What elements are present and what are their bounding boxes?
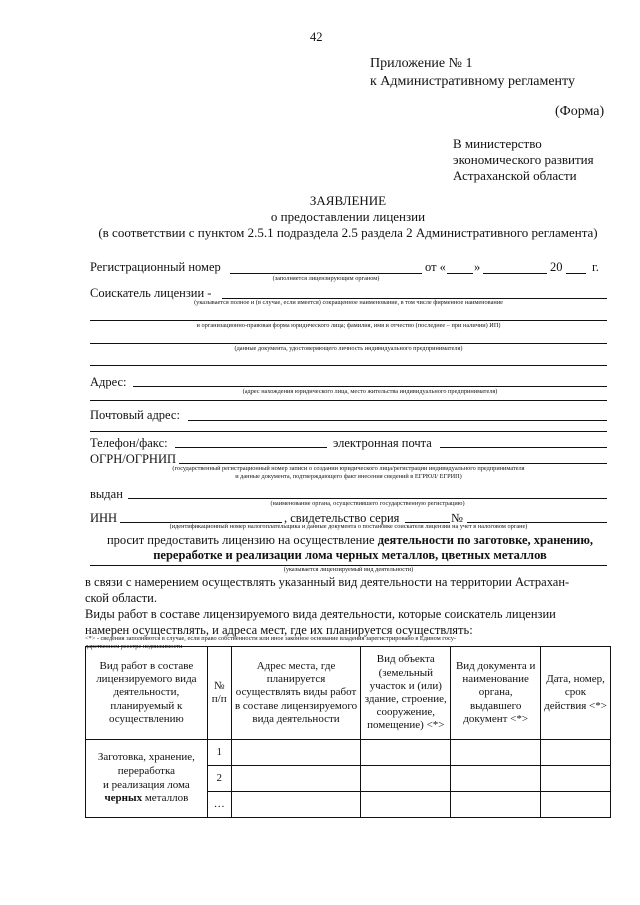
reg-year-suffix: г. [592, 260, 599, 274]
form-label: (Форма) [555, 104, 605, 119]
recipient-line3: Астраханской области [453, 168, 577, 183]
address-field-2[interactable] [90, 400, 607, 401]
cert-series-label: , свидетельство серия [284, 511, 400, 525]
phone-field[interactable] [175, 447, 327, 448]
ogrn-hint2: и данные документа, подтверждающего факт внесения сведений в ЕГРЮЛ/ ЕГРИП) [235, 473, 462, 480]
row3-object-cell[interactable] [361, 792, 451, 818]
row3-date-cell[interactable] [541, 792, 611, 818]
title-subtitle: о предоставлении лицензии [270, 209, 426, 224]
works-text [85, 607, 613, 638]
work-type-line1: Заготовка, хранение, [97, 751, 195, 763]
title-reference: (в соответствии с пунктом 2.5.1 подраздела 2.5 раздела 2 Административного регламента) [98, 225, 598, 240]
issued-hint: (наименование органа, осуществившего государственную регистрацию) [270, 500, 465, 507]
ogrn-field[interactable] [179, 463, 607, 464]
phone-label: Телефон/факс: [90, 436, 168, 450]
row1-document-cell[interactable] [451, 740, 541, 766]
postal-label: Почтовый адрес: [90, 408, 180, 422]
address-field[interactable] [133, 386, 607, 387]
header-number: № п/п [207, 647, 231, 740]
request-prefix: просит предоставить лицензию на осуществление [106, 533, 375, 547]
row3-document-cell[interactable] [451, 792, 541, 818]
reg-label: Регистрационный номер [90, 260, 221, 274]
row2-date-cell[interactable] [541, 766, 611, 792]
reg-month-field[interactable] [483, 273, 547, 274]
request-block [90, 533, 610, 563]
applicant-name-field-2[interactable] [90, 320, 607, 321]
inn-hint: (идентификационный номер налогоплательщика и данные документа о постановке соискателя лицензии на учет в налоговом органе) [169, 523, 528, 530]
appendix-line2: к Административному регламенту [370, 74, 575, 89]
applicant-hint3: (данные документа, удостоверяющего личность индивидуального предпринимателя) [234, 345, 463, 352]
reg-year-prefix: 20 [550, 260, 563, 274]
work-type-bold: черных [104, 792, 143, 805]
inn-label: ИНН [90, 511, 118, 525]
work-type-line3: и реализация лома [102, 778, 190, 791]
header-work-type: Вид работ в составе лицензируемого вида деятельности, планируемый к осуществлению [86, 647, 208, 740]
page-number: 42 [310, 30, 323, 44]
recipient-block [453, 136, 594, 184]
row1-address-cell[interactable] [231, 740, 361, 766]
row1-object-cell[interactable] [361, 740, 451, 766]
footnote-line1: <*> - сведения заполняются в случае, если право собственности или иное законное основание владения зарегистрировано в Едином госу- [85, 635, 456, 642]
reg-quote-close: » [474, 260, 481, 274]
applicant-hint2: и организационно-правовая форма юридического лица; фамилия, имя и отчество (последнее – при наличии) ИП) [196, 322, 501, 329]
applicant-label: Соискатель лицензии - [90, 286, 212, 300]
row2-address-cell[interactable] [231, 766, 361, 792]
request-activity-1: деятельности по заготовке, хранению, [377, 533, 594, 547]
postal-field[interactable] [188, 420, 607, 421]
work-type-line4: металлов [144, 792, 189, 805]
email-field[interactable] [440, 447, 607, 448]
works-line1: Виды работ в составе лицензируемого вида деятельности, которые соискатель лицензии [85, 607, 556, 621]
intent-text [85, 575, 613, 606]
applicant-id-field-2[interactable] [90, 365, 607, 366]
postal-field-2[interactable] [90, 431, 607, 432]
row-number-2: 2 [207, 766, 231, 792]
applicant-hint1: (указывается полное и (в случае, если имеется) сокращенное наименование, в том числе фирменное наименование [194, 299, 503, 306]
appendix-line1: Приложение № 1 [370, 56, 473, 71]
title-block [85, 193, 611, 241]
row2-object-cell[interactable] [361, 766, 451, 792]
issued-label: выдан [90, 487, 123, 501]
reg-number-field[interactable] [230, 273, 422, 274]
row2-document-cell[interactable] [451, 766, 541, 792]
ogrn-hint1: (государственный регистрационный номер записи о создании юридического лица/регистрации индивидуального предпринимателя [172, 465, 525, 472]
reg-year-field[interactable] [566, 273, 586, 274]
ogrn-label: ОГРН/ОГРНИП [90, 452, 176, 466]
header-object-type: Вид объекта (земельный участок и (или) здание, строение, сооружение, помещение) <*> [361, 647, 451, 740]
works-table [85, 646, 611, 818]
works-line2: намерен осуществлять, и адреса мест, где их планируется осуществлять: [85, 622, 473, 637]
table-header-row [86, 647, 611, 740]
reg-from-label: от « [425, 260, 446, 274]
recipient-line1: В министерство [453, 136, 542, 151]
intent-line1: в связи с намерением осуществлять указанный вид деятельности на территории Астрахан- [85, 575, 570, 589]
row3-address-cell[interactable] [231, 792, 361, 818]
row1-date-cell[interactable] [541, 740, 611, 766]
work-type-line2: переработка [117, 764, 176, 777]
header-address: Адрес места, где планируется осуществлять виды работ в составе лицензируемого вида деятельности [231, 647, 361, 740]
footnote-line2: дарственном реестре недвижимости [85, 643, 183, 650]
cert-number-label: № [451, 511, 463, 525]
table-row [86, 740, 611, 766]
address-hint: (адрес нахождения юридического лица, место жительства индивидуального предпринимателя) [242, 388, 498, 395]
request-hint: (указывается лицензируемый вид деятельности) [283, 566, 414, 573]
row-number-3: … [207, 792, 231, 818]
header-date: Дата, номер, срок действия <*> [541, 647, 611, 740]
header-document: Вид документа и наименование органа, выдавшего документ <*> [451, 647, 541, 740]
recipient-line2: экономического развития [453, 152, 594, 167]
issued-field[interactable] [128, 498, 607, 499]
applicant-id-field[interactable] [90, 343, 607, 344]
address-label: Адрес: [90, 375, 127, 389]
row-number-1: 1 [207, 740, 231, 766]
intent-line2: ской области. [85, 590, 157, 605]
request-activity-2: переработке и реализации лома черных металлов, цветных металлов [153, 548, 547, 562]
reg-hint: (заполняется лицензирующим органом) [272, 275, 380, 282]
work-type-cell [86, 740, 208, 818]
reg-day-field[interactable] [447, 273, 473, 274]
title-heading: ЗАЯВЛЕНИЕ [309, 193, 387, 208]
email-label: электронная почта [333, 436, 432, 450]
appendix-block [370, 55, 575, 91]
